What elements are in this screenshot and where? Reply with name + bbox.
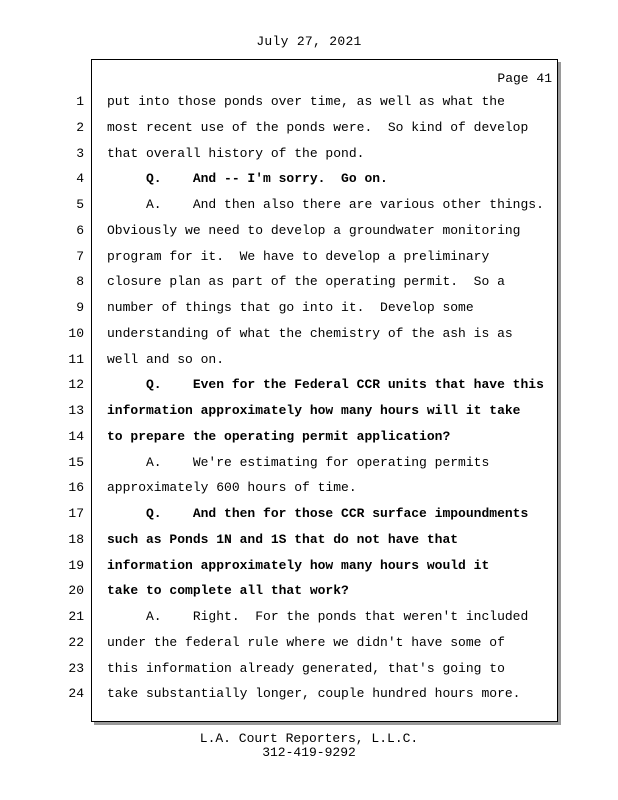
transcript-line (0, 530, 618, 550)
line-number: 8 (76, 274, 84, 290)
line-number: 7 (76, 248, 84, 264)
line-number: 24 (68, 686, 84, 702)
line-number: 23 (68, 660, 84, 676)
line-text: Q. And then for those CCR surface impoundments (107, 506, 529, 521)
transcript-line (0, 118, 618, 138)
transcript-line (0, 144, 618, 164)
line-text: A. Right. For the ponds that weren't included (107, 609, 529, 624)
line-number: 20 (68, 583, 84, 599)
transcript-line (0, 504, 618, 524)
transcript-line (0, 350, 618, 370)
line-text: A. We're estimating for operating permits (107, 454, 490, 470)
line-number: 17 (68, 506, 84, 521)
transcript-line (0, 92, 618, 112)
transcript-line (0, 633, 618, 653)
footer (0, 732, 618, 760)
line-text: Q. And -- I'm sorry. Go on. (107, 171, 388, 187)
line-number: 9 (76, 300, 84, 315)
line-number: 14 (68, 428, 84, 444)
line-text: program for it. We have to develop a preliminary (107, 248, 490, 264)
line-number: 1 (76, 94, 84, 109)
court-reporter-phone: 312-419-9292 (262, 745, 356, 760)
line-text: take to complete all that work? (107, 583, 349, 599)
line-number: 3 (76, 145, 84, 161)
transcript-line (0, 401, 618, 421)
court-reporter-name: L.A. Court Reporters, L.L.C. (199, 731, 419, 746)
line-text: put into those ponds over time, as well as what the (107, 94, 505, 109)
line-number: 16 (68, 480, 84, 496)
line-text: well and so on. (107, 351, 225, 367)
transcript-line (0, 298, 618, 318)
line-text: understanding of what the chemistry of the ash is as (107, 325, 513, 341)
line-text: such as Ponds 1N and 1S that do not have that (107, 531, 459, 547)
transcript-line (0, 221, 618, 241)
line-text: A. And then also there are various other things. (107, 197, 544, 212)
line-number: 18 (68, 531, 84, 547)
line-number: 11 (68, 351, 84, 367)
line-text: this information already generated, that's going to (107, 660, 505, 676)
transcript-line (0, 581, 618, 601)
transcript-line (0, 659, 618, 679)
transcript-line (0, 195, 618, 215)
transcript-line (0, 427, 618, 447)
line-text: take substantially longer, couple hundred hours more. (107, 686, 521, 702)
line-text: under the federal rule where we didn't have some of (107, 634, 505, 650)
line-text: information approximately how many hours would it (107, 557, 490, 573)
transcript-line (0, 607, 618, 627)
transcript-line (0, 247, 618, 267)
transcript-line (0, 375, 618, 395)
line-number: 2 (76, 119, 84, 135)
line-number: 13 (68, 403, 84, 418)
line-text: to prepare the operating permit application? (107, 428, 451, 444)
line-number: 21 (68, 609, 84, 624)
line-number: 22 (68, 634, 84, 650)
transcript-line (0, 453, 618, 473)
line-text: number of things that go into it. Develop some (107, 300, 474, 315)
line-text: information approximately how many hours will it take (107, 403, 521, 418)
line-text: approximately 600 hours of time. (107, 480, 357, 496)
page-number: Page 41 (497, 71, 552, 86)
line-number: 4 (76, 171, 84, 187)
line-text: closure plan as part of the operating permit. So a (107, 274, 505, 290)
line-text: most recent use of the ponds were. So kind of develop (107, 119, 529, 135)
transcript-line (0, 169, 618, 189)
line-number: 6 (76, 222, 84, 238)
line-text: Q. Even for the Federal CCR units that have this (107, 377, 544, 393)
transcript-line (0, 556, 618, 576)
transcript-line (0, 684, 618, 704)
transcript-line (0, 478, 618, 498)
line-number: 12 (68, 377, 84, 393)
line-number: 5 (76, 197, 84, 212)
line-text: that overall history of the pond. (107, 145, 365, 161)
line-number: 15 (68, 454, 84, 470)
line-number: 19 (68, 557, 84, 573)
transcript-date: July 27, 2021 (256, 34, 362, 49)
line-number: 10 (68, 325, 84, 341)
transcript-line (0, 272, 618, 292)
transcript-line (0, 324, 618, 344)
line-text: Obviously we need to develop a groundwater monitoring (107, 222, 521, 238)
